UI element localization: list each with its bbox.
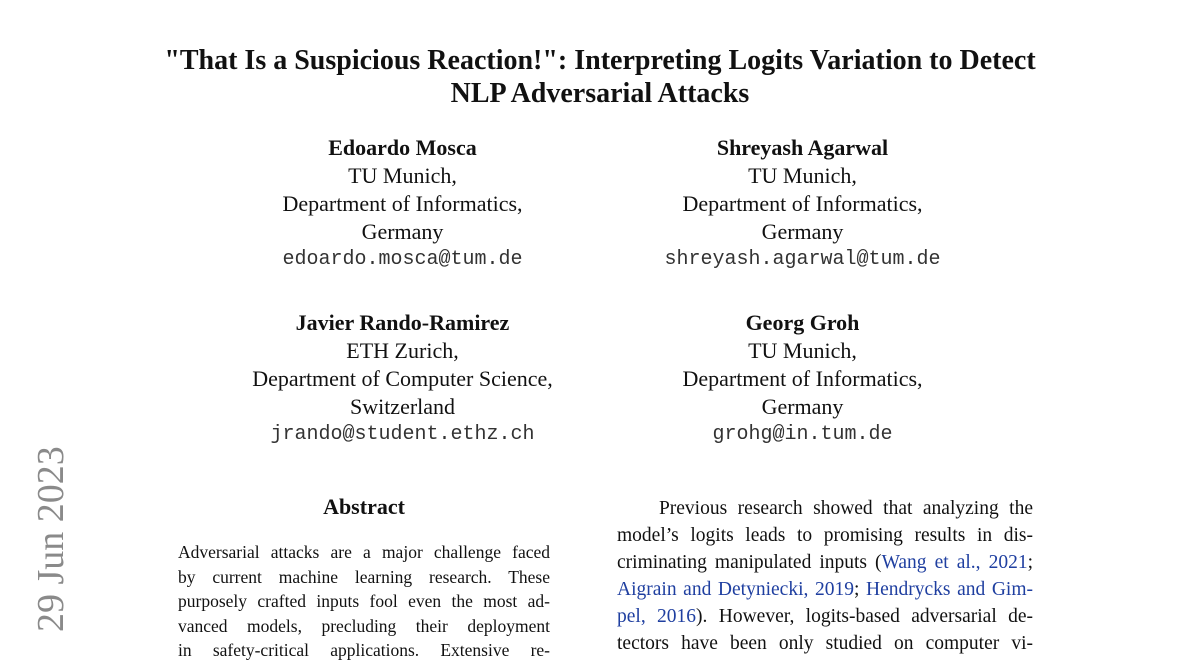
introduction-paragraph [617, 495, 1033, 657]
intro-line: tectors have been only studied on computer vi- [617, 633, 1033, 654]
author-department: Department of Informatics, [282, 191, 523, 216]
arxiv-date-stamp: 29 Jun 2023 [30, 446, 72, 632]
author-block-3 [200, 309, 605, 449]
abstract-line: by current machine learning research. These [178, 566, 550, 587]
intro-line [617, 495, 1033, 522]
author-block-1 [200, 134, 605, 274]
abstract-line: vanced models, precluding their deployment [178, 615, 550, 636]
author-email[interactable]: shreyash.agarwal@tum.de [664, 248, 941, 271]
abstract-line: Adversarial attacks are a major challenge faced [178, 542, 550, 562]
author-department: Department of Informatics, [682, 191, 923, 216]
intro-line [617, 549, 1033, 576]
intro-text: Previous research showed that analyzing the [658, 498, 1033, 519]
author-country: Germany [761, 394, 844, 419]
abstract-heading: Abstract [323, 494, 405, 519]
author-country: Germany [361, 219, 444, 244]
author-name: Georg Groh [745, 310, 860, 335]
intro-text: criminating manipulated inputs ( [617, 552, 882, 573]
author-country: Switzerland [349, 394, 456, 419]
abstract-body [178, 540, 550, 663]
citation-link[interactable]: Wang et al., 2021 [881, 552, 1028, 573]
citation-link[interactable]: pel, 2016 [617, 606, 697, 627]
author-affiliation: TU Munich, [748, 163, 857, 188]
citation-link[interactable]: Aigrain and Detyniecki, 2019 [617, 579, 854, 600]
author-department: Department of Informatics, [682, 366, 923, 391]
author-affiliation: ETH Zurich, [346, 338, 459, 363]
author-email[interactable]: edoardo.mosca@tum.de [282, 248, 523, 271]
intro-text: ; [853, 579, 866, 600]
author-country: Germany [761, 219, 844, 244]
author-name: Edoardo Mosca [328, 135, 477, 160]
author-department: Department of Computer Science, [252, 366, 553, 391]
author-block-4 [600, 309, 1005, 449]
abstract-line: in safety-critical applications. Extensive re- [178, 640, 550, 660]
author-name: Javier Rando-Ramirez [295, 310, 510, 335]
intro-text: ). However, logits-based adversarial de- [696, 606, 1033, 627]
author-block-2 [600, 134, 1005, 274]
intro-line [617, 603, 1033, 630]
title-line-2: NLP Adversarial Attacks [450, 78, 750, 109]
author-email[interactable]: jrando@student.ethz.ch [270, 423, 535, 446]
abstract-line: purposely crafted inputs fool even the most ad- [178, 591, 550, 611]
title-line-1: "That Is a Suspicious Reaction!": Interpreting Logits Variation to Detect [164, 45, 1036, 76]
author-affiliation: TU Munich, [348, 163, 457, 188]
intro-line: model’s logits leads to promising results in dis- [617, 525, 1033, 546]
author-affiliation: TU Munich, [748, 338, 857, 363]
intro-line [617, 576, 1033, 603]
citation-link[interactable]: Hendrycks and Gim- [866, 579, 1033, 600]
author-name: Shreyash Agarwal [716, 135, 889, 160]
author-email[interactable]: grohg@in.tum.de [712, 423, 893, 446]
paper-title [100, 44, 1100, 110]
intro-text: ; [1027, 552, 1033, 573]
